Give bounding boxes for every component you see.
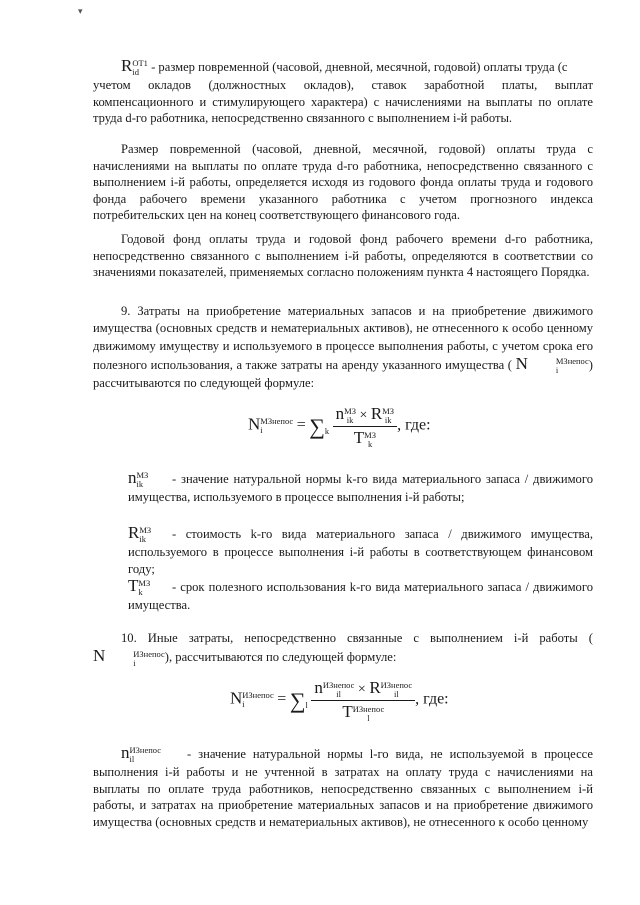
formula-iz: N ИЗнепос i = $\sum_l$ n ИЗнепос il × R ИЗнепос il T ИЗнепос l , где: — [230, 678, 449, 723]
symbol-n-mz: N МЗнепос i — [515, 354, 589, 376]
definition-r-ot1-rest: учетом окладов (должностных окладов), ставок заработной платы, выплат компенсационного и стимулирующего характера) с начислениями на выплаты по оплате труда d-го работника, непосредственно связанного с выполнением i-й работы. — [93, 78, 593, 126]
formula-mz: N МЗнепос i = $\sum_k$ n МЗ ik × R МЗ ik T МЗ k , где: — [248, 404, 431, 449]
definition-r-mz: R МЗ ik - стоимость k-го вида материального запаса / движимого имущества, используемого в процессе выполнения i-й работы в соответствующем финансовом году; — [128, 523, 593, 576]
item-9-text: 9. Затраты на приобретение материальных запасов и на приобретение движимого имущества (основных средств и нематериальных активов), не отнесенного к особо ценному движимому имуществу и используемого в процессе выполнения работы, с учетом срока его полезного использования, а также затраты на аренду указанного имущества ( — [93, 304, 593, 373]
definition-t-mz: T МЗ k - срок полезного использования k-го вида материального запаса / движимого имущества. — [128, 576, 593, 613]
item-9-after: рассчитываются по следующей формуле: — [93, 376, 315, 391]
definition-r-ot1 — [93, 58, 593, 127]
definition-n-iz: n ИЗнепос il - значение натуральной нормы l-го вида, не используемой в процессе выполнения i-й работы и не учтенной в затратах на оплату труда с начислениями на выплаты по оплате труда работников, непосредственно связанных с выполнением i-й работы, и затратах на приобретение материальных запасов и на приобретение движимого имущества (основных средств и нематериальных активов), не отнесенного к особо ценному — [93, 743, 593, 829]
definition-n-mz: n МЗ ik - значение натуральной нормы k-го вида материального запаса / движимого имущества, используемого в процессе выполнения i-й работы; — [128, 468, 593, 505]
definition-r-ot1-first-line: - размер повременной (часовой, дневной, месячной, годовой) оплаты труда (с — [151, 60, 568, 74]
symbol-r-ot1: R ОТ1 id — [121, 56, 148, 78]
item-10-text: 10. Иные затраты, непосредственно связанные с выполнением i-й работы ( — [121, 631, 593, 645]
paragraph-item-10: 10. Иные затраты, непосредственно связанные с выполнением i-й работы ( N ИЗнепос i ), рассчитываются по следующей формуле: — [93, 631, 593, 668]
paragraph-hourly-pay: Размер повременной (часовой, дневной, месячной, годовой) оплаты труда с начислениями на выплаты по оплате труда d-го работника, непосредственно связанного с выполнением i-й работы, определяется исходя из годового фонда оплаты труда и годового фонда рабочего времени указанного работника с учетом прогнозного индекса потребительских цен на конец соответствующего финансового года. — [93, 142, 593, 223]
paragraph-item-9: 9. Затраты на приобретение материальных запасов и на приобретение движимого имущества (основных средств и нематериальных активов), не отнесенного к особо ценному движимому имуществу и используемого в процессе выполнения работы, с учетом срока его полезного использования, а также затраты на аренду указанного имущества ( N МЗнепос i ) рассчитываются по следующей формуле: — [93, 304, 593, 391]
symbol-n-iz: N ИЗнепос i — [93, 646, 165, 668]
paragraph-annual-fund: Годовой фонд оплаты труда и годовой фонд рабочего времени d-го работника, непосредственно связанного с выполнением i-й работы, определяются в соответствии со значениями показателей, применяемых согласно положениям пункта 4 настоящего Порядка. — [93, 232, 593, 280]
item-10-after: рассчитываются по следующей формуле: — [175, 650, 397, 665]
scan-mark: ▾ — [78, 6, 83, 16]
